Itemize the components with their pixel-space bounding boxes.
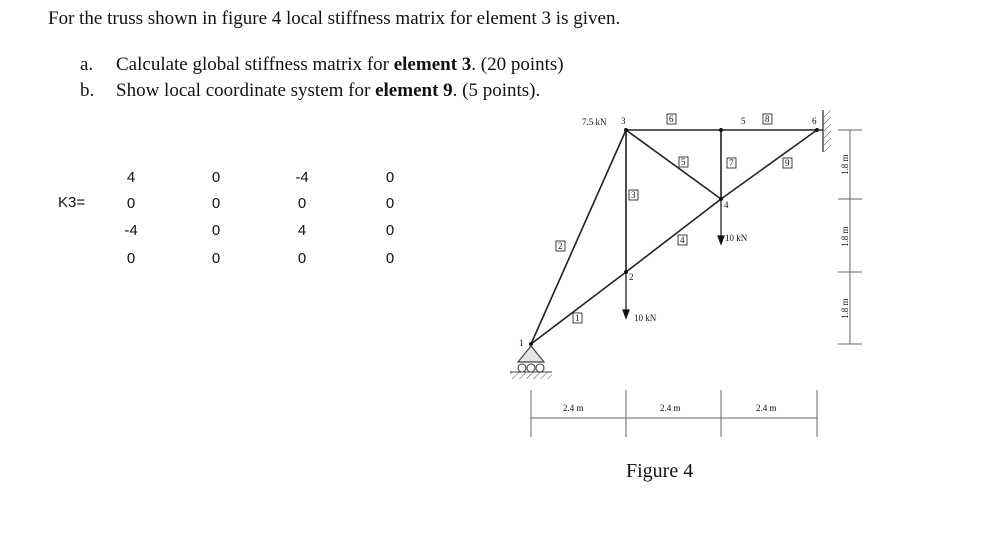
matrix-cell: -4 (295, 169, 309, 186)
matrix-cell: 0 (385, 195, 395, 212)
node-label-5: 5 (741, 116, 746, 126)
matrix-cell: 4 (297, 222, 307, 239)
matrix-cell: 4 (126, 169, 136, 186)
part-b-text: Show local coordinate system for (116, 80, 376, 101)
load-label-top: 7.5 kN (582, 117, 607, 127)
dim-label-h3: 2.4 m (756, 403, 777, 413)
element-label-7: 7 (729, 158, 734, 168)
load-arrowhead-node2-icon (623, 310, 629, 318)
node-label-3: 3 (621, 116, 626, 126)
part-a-points: . (20 points) (471, 54, 564, 75)
matrix-cell: 0 (385, 222, 395, 239)
question-intro: For the truss shown in figure 4 local stiffness matrix for element 3 is given. (48, 8, 621, 29)
element-label-8: 8 (765, 114, 770, 124)
member-1 (531, 272, 626, 344)
part-b-points: . (5 points). (452, 80, 541, 101)
node-label-6: 6 (812, 116, 817, 126)
matrix-cell: 0 (211, 195, 221, 212)
matrix-cell: 0 (297, 250, 307, 267)
element-label-6: 6 (669, 114, 674, 124)
dim-label-h2: 2.4 m (660, 403, 681, 413)
element-label-3: 3 (631, 190, 636, 200)
matrix-cell: 0 (211, 169, 221, 186)
horizontal-dimensions (531, 390, 817, 437)
node-3-dot (624, 128, 628, 132)
figure-caption: Figure 4 (626, 460, 694, 482)
part-a-letter: a. (80, 54, 94, 75)
part-b-letter: b. (80, 80, 95, 101)
element-label-9: 9 (785, 158, 790, 168)
matrix-cell: 0 (385, 250, 395, 267)
load-arrows (623, 199, 724, 318)
matrix-cell: 0 (211, 222, 221, 239)
node-label-1: 1 (519, 338, 524, 348)
wall-support-icon (817, 110, 831, 152)
part-b-bold: element 9 (375, 80, 453, 101)
member-5 (626, 130, 721, 199)
matrix-cell: 0 (297, 195, 307, 212)
element-labels (556, 114, 792, 323)
load-label-node4: 10 kN (725, 233, 748, 243)
dim-label-v2: 1.8 m (840, 226, 850, 247)
matrix-cell: 0 (126, 250, 136, 267)
element-label-1: 1 (575, 313, 580, 323)
node-label-4: 4 (724, 200, 729, 210)
element-label-4: 4 (680, 235, 685, 245)
dim-label-v1: 1.8 m (840, 154, 850, 175)
node-label-2: 2 (629, 272, 634, 282)
load-arrowhead-node4-icon (718, 236, 724, 244)
matrix-label: K3= (58, 194, 86, 211)
matrix-cell: 0 (385, 169, 395, 186)
matrix-cell: 0 (126, 195, 136, 212)
member-4 (626, 199, 721, 272)
part-a-bold: element 3 (393, 54, 472, 75)
node-5-dot (719, 128, 723, 132)
member-2 (531, 130, 626, 344)
roller-support-icon (510, 346, 552, 379)
truss-members (531, 130, 817, 344)
element-label-5: 5 (681, 157, 686, 167)
matrix-cell: 0 (211, 250, 221, 267)
part-a-text: Calculate global stiffness matrix for (116, 54, 394, 75)
matrix-cell: -4 (124, 222, 138, 239)
dim-label-v3: 1.8 m (840, 298, 850, 319)
load-label-node2: 10 kN (634, 313, 657, 323)
dim-label-h1: 2.4 m (563, 403, 584, 413)
element-label-2: 2 (558, 241, 563, 251)
